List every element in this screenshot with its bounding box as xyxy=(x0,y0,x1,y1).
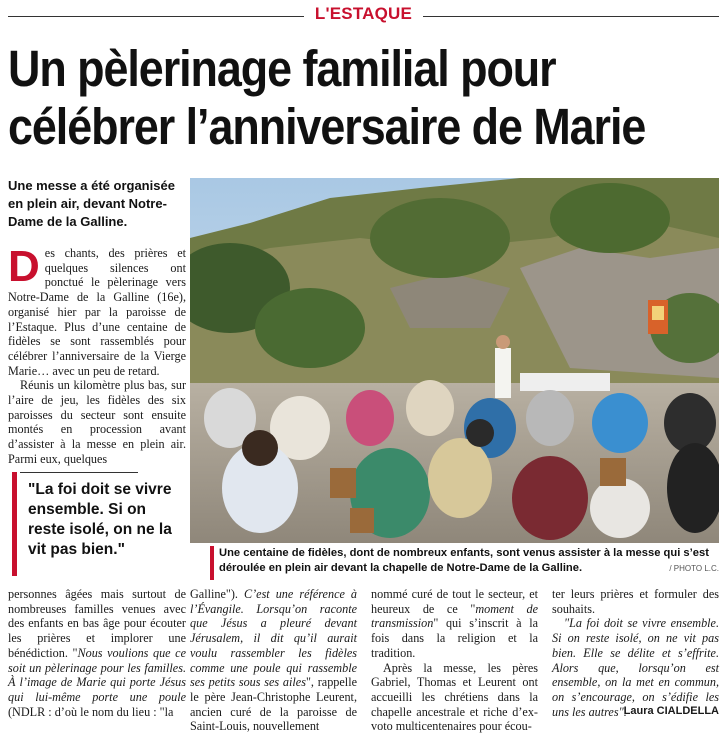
paragraph-5-italic: moment de transmission xyxy=(371,601,538,631)
body-column-4 xyxy=(552,587,719,719)
pull-quote-rule xyxy=(20,472,138,473)
dropcap: D xyxy=(8,242,40,291)
pull-quote-text: "La foi doit se vivre ensemble. Si on reste isolé, on ne la vit pas bien." xyxy=(28,481,172,558)
body-column-1-continued xyxy=(8,587,186,719)
paragraph-4a: Galline"). xyxy=(190,587,244,601)
paragraph-7: ter leurs prières et formuler des souhaits. xyxy=(552,587,719,616)
paragraph-1: es chants, des prières et quelques silences ont ponctué le pèlerinage vers Notre-Dame de la Galline (16e), organisé hier par la paroisse de l’Estaque. Plus d’une centaine de fidèles se sont rassemblés pour célébrer l’anniversaire de la Vierge Marie… avec un peu de retard. xyxy=(8,246,186,378)
paragraph-6: Après la messe, les pères Gabriel, Thomas et Leurent ont accueilli les chrétiens dans la chapelle ancestrale et riche d’ex-voto multicentenaires pour écou- xyxy=(371,660,538,734)
article-deck: Une messe a été organisée en plein air, devant Notre-Dame de la Galline. xyxy=(8,178,175,229)
paragraph-8-italic: "La foi doit se vivre ensemble. Si on reste isolé, on ne vit pas bien. Elle se délite et s’effrite. Alors que, lorsqu’on est ensemble, on la met en commun, on s’encourage, on s’édifie les uns les autres". xyxy=(552,616,719,719)
section-label: L'ESTAQUE xyxy=(314,4,413,23)
pull-quote-bar xyxy=(12,472,17,576)
paragraph-4-italic: C’est une référence à l’Évangile. Lorsqu’on raconte que Jésus a pleuré devant Jérusalem, il dit qu’il aurait voulu rassembler les fidèles comme une poule qui rassemble ses petits sous ses ailes xyxy=(190,587,357,690)
body-column-1 xyxy=(8,242,186,467)
header-rule-right xyxy=(423,16,719,17)
photo-illustration xyxy=(190,178,719,543)
paragraph-4b: ", rappelle le père Jean-Christophe Leurent, ancien curé de la paroisse de Saint-Louis, nouvellement xyxy=(190,675,357,734)
paragraph-5a: nommé curé de tout le secteur, et heureux de ce " xyxy=(371,587,538,616)
paragraph-3-italic: Nous voulions que ce soit un pèlerinage pour les familles. À l’image de Marie qui porte Jésus qui lui-même porte une poule xyxy=(8,645,186,704)
paragraph-5b: " qui s’inscrit à la fois dans la religion et la tradition. xyxy=(371,616,538,660)
article-photo xyxy=(190,178,719,543)
paragraph-2: Réunis un kilomètre plus bas, sur l’aire de jeu, les fidèles des six paroisses du secteur sont ensuite montés en procession avant d’assister à la messe en plein air. Parmi eux, quelques xyxy=(8,378,186,466)
caption-bar xyxy=(210,546,214,580)
paragraph-3a: personnes âgées mais surtout de nombreuses familles venues avec des enfants en bas âge pour écouter les prières et implorer une bénédiction. " xyxy=(8,587,186,660)
body-column-3 xyxy=(371,587,538,734)
photo-caption: Une centaine de fidèles, dont de nombreux enfants, sont venus assister à la messe qui s’est déroulée en plein air devant la chapelle de Notre-Dame de la Galline. xyxy=(219,547,709,574)
photo-credit: / PHOTO L.C. xyxy=(669,564,719,573)
headline-line-1: Un pèlerinage familial pour xyxy=(8,40,556,97)
header-rule-left xyxy=(8,16,304,17)
headline-line-2: célébrer l’anniversaire de Marie xyxy=(8,98,646,155)
body-column-2 xyxy=(190,587,357,734)
paragraph-3b: (NDLR : d’où le nom du lieu : "la xyxy=(8,704,174,719)
pull-quote xyxy=(8,472,186,576)
headline xyxy=(8,40,646,156)
author-signature: Laura CIALDELLA xyxy=(623,705,719,717)
